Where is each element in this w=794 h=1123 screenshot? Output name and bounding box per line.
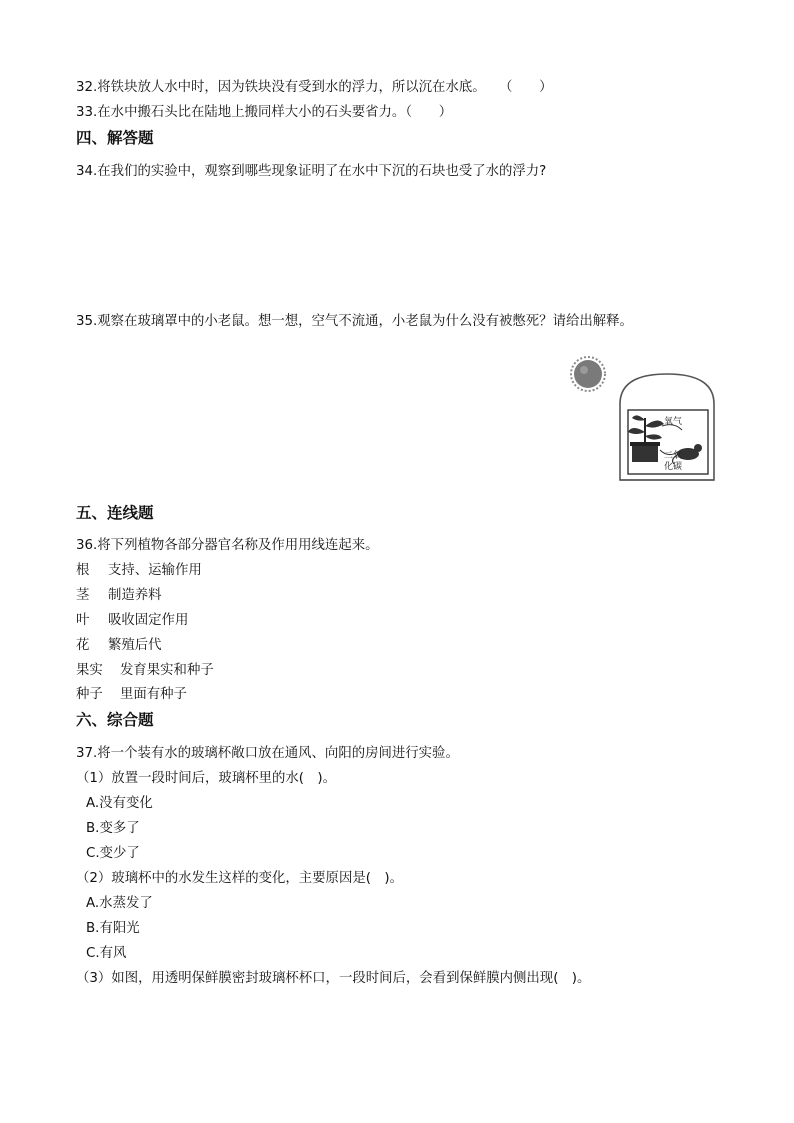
- match-row: [76, 587, 162, 605]
- match-row: [76, 612, 188, 630]
- match-row: [76, 637, 162, 655]
- glass-bell-figure: [566, 352, 716, 484]
- section-5-title: 五、连线题: [76, 504, 154, 522]
- sub-question-3: （3）如图，用透明保鲜膜密封玻璃杯杯口，一段时间后，会看到保鲜膜内侧出现( )。: [76, 971, 591, 986]
- organ-label: 果实: [76, 663, 103, 678]
- match-row: [76, 662, 214, 680]
- organ-label: 茎: [76, 588, 90, 603]
- organ-label: 种子: [76, 687, 103, 702]
- option-2c: C.有风: [86, 946, 127, 961]
- organ-label: 花: [76, 638, 90, 653]
- label-co2-2: 化碳: [664, 462, 683, 472]
- function-label: 发育果实和种子: [120, 663, 214, 678]
- option-1a: A.没有变化: [86, 796, 153, 811]
- sub-question-2: （2）玻璃杯中的水发生这样的变化，主要原因是( )。: [76, 871, 403, 886]
- organ-label: 根: [76, 563, 90, 578]
- section-6-title: 六、综合题: [76, 711, 154, 729]
- sub-question-1: （1）放置一段时间后，玻璃杯里的水( )。: [76, 771, 336, 786]
- function-label: 吸收固定作用: [108, 613, 189, 628]
- option-2b: B.有阳光: [86, 921, 140, 936]
- question-36: 36.将下列植物各部分器官名称及作用用线连起来。: [76, 538, 379, 553]
- label-co2-1: 二氧: [664, 451, 683, 461]
- option-1b: B.变多了: [86, 821, 140, 836]
- match-row: [76, 686, 187, 704]
- question-32: 32.将铁块放人水中时，因为铁块没有受到水的浮力，所以沉在水底。 （ ）: [76, 80, 553, 95]
- option-2a: A.水蒸发了: [86, 896, 153, 911]
- option-1c: C.变少了: [86, 846, 140, 861]
- function-label: 制造养料: [108, 588, 162, 603]
- question-33: 33.在水中搬石头比在陆地上搬同样大小的石头要省力。（ ）: [76, 105, 453, 120]
- bell-jar-illustration: [566, 352, 716, 484]
- organ-label: 叶: [76, 613, 90, 628]
- label-oxygen: 氧气: [664, 417, 683, 427]
- question-37: 37.将一个装有水的玻璃杯敞口放在通风、向阳的房间进行实验。: [76, 746, 459, 761]
- section-4-title: 四、解答题: [76, 129, 154, 147]
- question-35: 35.观察在玻璃罩中的小老鼠。想一想，空气不流通，小老鼠为什么没有被憋死？请给出解释。: [76, 314, 633, 329]
- function-label: 里面有种子: [120, 687, 187, 702]
- match-row: [76, 562, 202, 580]
- function-label: 支持、运输作用: [108, 563, 202, 578]
- question-34: 34.在我们的实验中，观察到哪些现象证明了在水中下沉的石块也受了水的浮力?: [76, 164, 547, 179]
- function-label: 繁殖后代: [108, 638, 162, 653]
- sun-icon: [571, 357, 605, 391]
